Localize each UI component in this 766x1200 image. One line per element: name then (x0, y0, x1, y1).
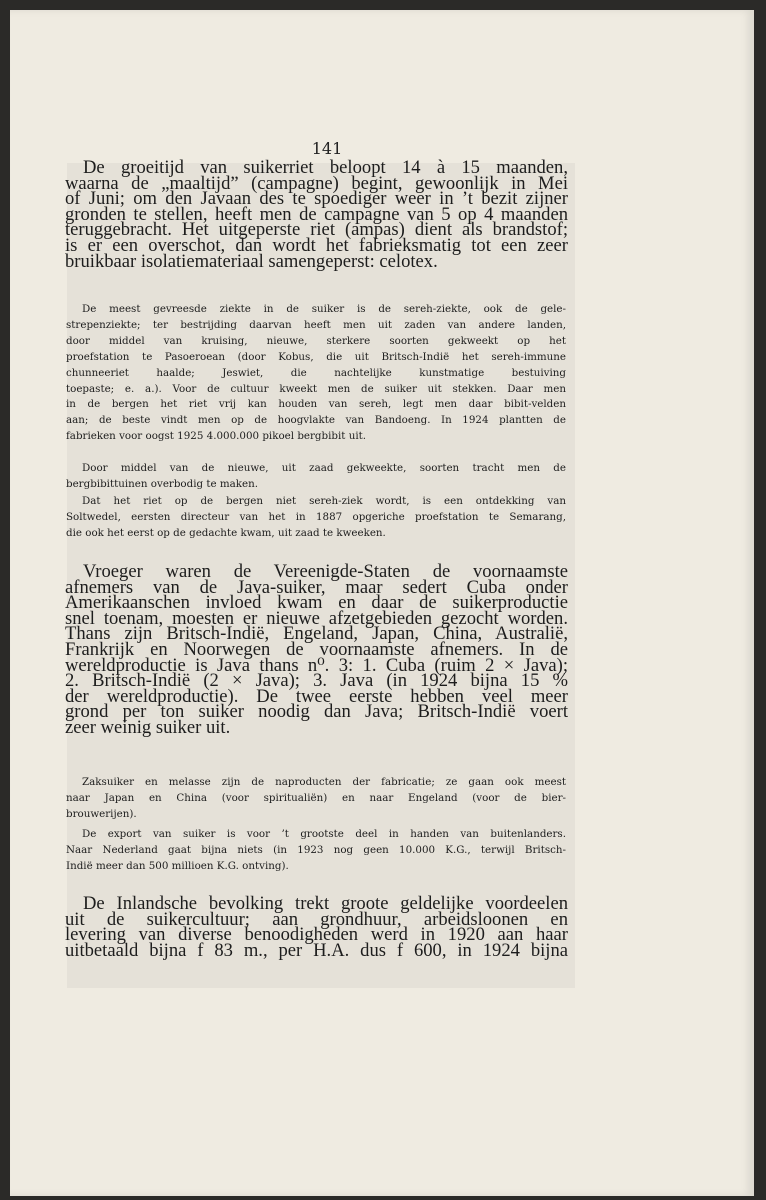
text-line: uit de suikercultuur; aan grondhuur, arbeidsloonen en (65, 908, 568, 930)
text-line: De Inlandsche bevolking trekt groote geldelijke voordeelen (83, 893, 568, 914)
note-line: Naar Nederland gaat bijna niets (in 1923 nog geen 10.000 K.G., terwijl Britsch- (66, 843, 566, 856)
text-line: bruikbaar isolatiemateriaal samengeperst: celotex. (65, 250, 438, 272)
paragraph-growth-period (65, 157, 568, 272)
note-line: toepaste; e. a.). Voor de cultuur kweekt men de suiker uit stekken. Daar men (66, 382, 566, 395)
text-line: afnemers van de Java-suiker, maar sedert Cuba onder (65, 576, 568, 598)
text-line: levering van diverse benoodigheden werd in 1920 aan haar (65, 924, 568, 946)
note-line: brouwerijen). (66, 807, 137, 820)
note-line: strepenziekte; ter bestrijding daarvan heeft men uit zaden van andere landen, (66, 318, 566, 331)
text-line: waarna de „maaltijd” (campagne) begint, gewoonlijk in Mei (65, 172, 568, 194)
note-line: door middel van kruising, nieuwe, sterkere soorten gekweekt op het (66, 334, 566, 347)
note-line: aan; de beste vindt men op de hoogvlakte van Bandoeng. In 1924 plantten de (66, 414, 566, 427)
text-line: der wereldproductie). De twee eerste hebben veel meer (65, 685, 568, 707)
note-export-foreigners (66, 827, 566, 875)
text-line: of Juni; om den Javaan des te spoediger weer in ’t bezit zijner (65, 188, 568, 210)
text-line: gronden te stellen, heeft men de campagne van 5 op 4 maanden (65, 203, 568, 225)
note-line: Indië meer dan 500 millioen K.G. ontving). (66, 859, 289, 872)
note-line: De meest gevreesde ziekte in de suiker is de sereh-ziekte, ook de gele- (82, 303, 566, 315)
text-line: De groeitijd van suikerriet beloopt 14 à 15 maanden, (83, 157, 568, 178)
text-line: 2. Britsch-Indië (2 × Java); 3. Java (in 1924 bijna 15 % (65, 670, 568, 692)
note-soltwedel-discovery (66, 494, 566, 542)
note-line: De export van suiker is voor ’t grootste deel in handen van buitenlanders. (82, 828, 566, 840)
note-line: chunneeriet haalde; Jeswiet, die nachtelijke kunstmatige bestuiving (66, 366, 566, 379)
paragraph-export-markets (65, 561, 568, 738)
note-line: proefstation te Pasoeroean (door Kobus, die uit Britsch-Indië het sereh-immune (66, 350, 566, 363)
text-line: Thans zijn Britsch-Indië, Engeland, Japan, China, Australië, (65, 623, 568, 645)
text-line: snel toenam, moesten er nieuwe afzetgebieden gezocht worden. (65, 607, 568, 629)
text-line: is er een overschot, dan wordt het fabrieksmatig tot een zeer (65, 234, 568, 256)
text-line: grond per ton suiker noodig dan Java; Britsch-Indië voert (65, 701, 568, 723)
text-line: zeer weinig suiker uit. (65, 716, 231, 738)
note-line: Zaksuiker en melasse zijn de naproducten der fabricatie; ze gaan ook meest (82, 776, 566, 788)
note-line: naar Japan en China (voor spiritualiën) en naar Engeland (voor de bier- (66, 791, 566, 804)
note-line: fabrieken voor oogst 1925 4.000.000 pikoel bergbibit uit. (66, 430, 367, 443)
note-line: Door middel van de nieuwe, uit zaad gekweekte, soorten tracht men de (82, 462, 566, 474)
note-line: Dat het riet op de bergen niet sereh-ziek wordt, is een ontdekking van (82, 495, 566, 507)
page-number: 141 (311, 139, 343, 158)
note-zaksuiker-melasse (66, 775, 566, 823)
note-line: in de bergen het riet vrij kan houden van sereh, legt men daar bibit-velden (66, 398, 566, 411)
text-line: Frankrijk en Noorwegen de voornaamste afnemers. In de (65, 638, 568, 660)
note-line: bergbibittuinen overbodig te maken. (66, 477, 259, 490)
text-line: Vroeger waren de Vereenigde-Staten de voornaamste (83, 561, 568, 582)
text-line: teruggebracht. Het uitgeperste riet (ampas) dient als brandstof; (65, 219, 568, 241)
text-line: wereldproductie is Java thans n⁰. 3: 1. Cuba (ruim 2 × Java); (65, 654, 568, 676)
text-line: uitbetaald bijna f 83 m., per H.A. dus f 600, in 1924 bijna (65, 939, 568, 961)
note-sereh-disease (66, 302, 566, 445)
note-line: Soltwedel, eersten directeur van het in 1887 opgeriche proefstation te Semarang, (66, 510, 566, 523)
text-line: Amerikaanschen invloed kwam en daar de suikerproductie (65, 592, 568, 614)
note-line: die ook het eerst op de gedachte kwam, uit zaad te kweeken. (66, 526, 386, 539)
paragraph-native-population (65, 893, 568, 961)
note-seed-varieties (66, 461, 566, 493)
